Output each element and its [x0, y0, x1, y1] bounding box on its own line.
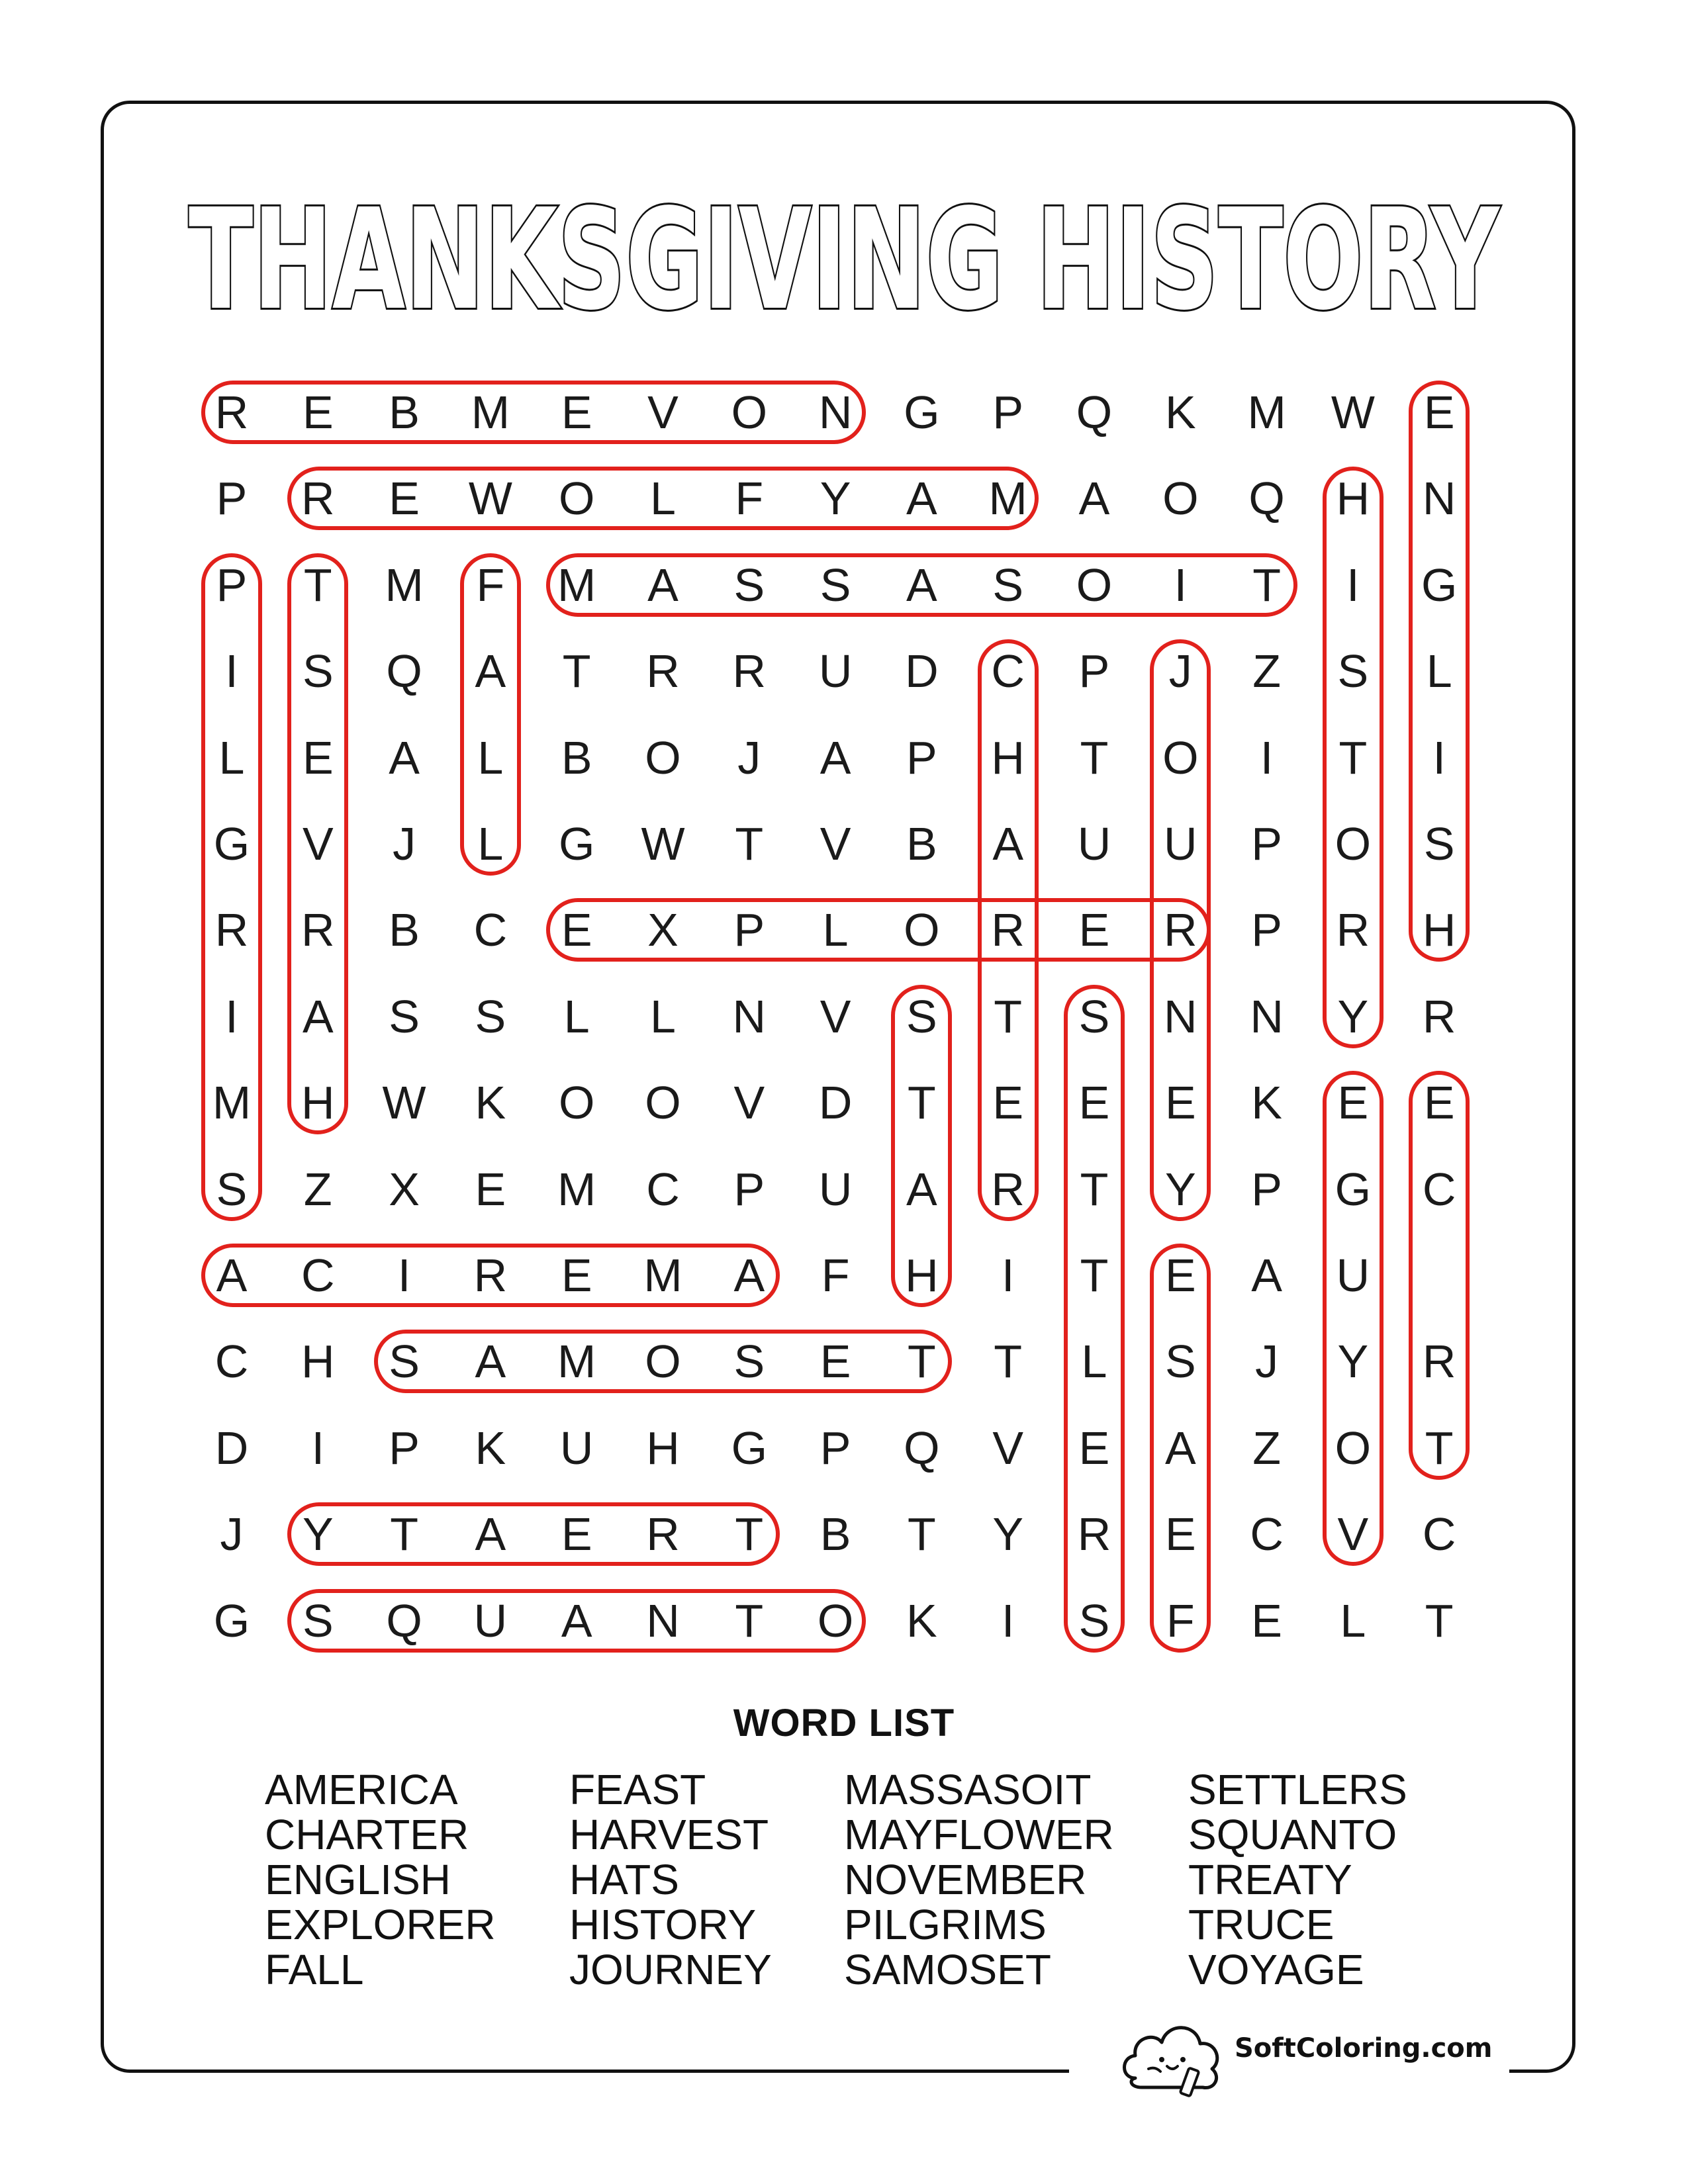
- grid-letter[interactable]: E: [302, 731, 334, 784]
- grid-letter[interactable]: T: [735, 1594, 764, 1647]
- grid-letter[interactable]: A: [475, 1336, 506, 1388]
- grid-letter[interactable]: X: [647, 904, 679, 956]
- grid-letter[interactable]: T: [1080, 1250, 1109, 1301]
- grid-letter[interactable]: I: [1432, 731, 1446, 784]
- grid-letter[interactable]: B: [389, 904, 420, 956]
- grid-letter[interactable]: Z: [1252, 1422, 1281, 1474]
- grid-letter[interactable]: F: [735, 473, 764, 525]
- grid-letter[interactable]: O: [1335, 818, 1372, 870]
- grid-letter[interactable]: W: [382, 1077, 426, 1129]
- grid-letter[interactable]: A: [302, 990, 334, 1042]
- word-list-item: ENGLISH: [265, 1856, 451, 1903]
- grid-letter[interactable]: U: [1077, 818, 1111, 870]
- grid-letter[interactable]: S: [302, 1594, 334, 1647]
- site-logo[interactable]: [1115, 2005, 1493, 2105]
- grid-letter[interactable]: I: [397, 1250, 411, 1301]
- grid-letter[interactable]: V: [733, 1077, 765, 1129]
- grid-letter[interactable]: A: [906, 473, 937, 525]
- grid-letter[interactable]: R: [214, 387, 249, 438]
- grid-letter[interactable]: P: [733, 1163, 765, 1215]
- grid-letter[interactable]: O: [904, 904, 940, 956]
- grid-letter[interactable]: R: [1422, 1336, 1456, 1388]
- grid-letter[interactable]: A: [389, 731, 420, 784]
- grid-letter[interactable]: F: [1166, 1594, 1195, 1647]
- grid-letter[interactable]: N: [1250, 990, 1284, 1042]
- grid-letter[interactable]: J: [737, 731, 761, 784]
- grid-letter[interactable]: L: [1340, 1594, 1366, 1647]
- grid-letter[interactable]: Y: [1164, 1163, 1196, 1215]
- grid-letter[interactable]: A: [906, 1163, 937, 1215]
- grid-letter[interactable]: Y: [820, 473, 851, 525]
- grid-letter[interactable]: E: [1078, 1077, 1110, 1129]
- grid-letter[interactable]: A: [733, 1250, 765, 1301]
- grid-letter[interactable]: G: [731, 1422, 768, 1474]
- grid-letter[interactable]: E: [1164, 1508, 1196, 1561]
- grid-letter[interactable]: H: [1336, 473, 1370, 525]
- grid-letter[interactable]: K: [1251, 1077, 1282, 1129]
- grid-letter[interactable]: R: [646, 1508, 680, 1561]
- grid-letter[interactable]: J: [1168, 645, 1192, 698]
- grid-letter[interactable]: M: [988, 473, 1027, 525]
- grid-letter[interactable]: P: [992, 387, 1024, 438]
- grid-letter[interactable]: T: [1338, 731, 1368, 784]
- grid-letter[interactable]: O: [817, 1594, 854, 1647]
- grid-letter[interactable]: C: [214, 1336, 249, 1388]
- grid-letter[interactable]: E: [561, 904, 592, 956]
- grid-letter[interactable]: P: [216, 559, 248, 611]
- grid-letter[interactable]: Y: [1337, 1336, 1369, 1388]
- grid-letter[interactable]: U: [559, 1422, 594, 1474]
- grid-letter[interactable]: X: [389, 1163, 420, 1215]
- grid-letter[interactable]: O: [1076, 559, 1113, 611]
- grid-letter[interactable]: E: [1078, 904, 1110, 956]
- grid-letter[interactable]: G: [213, 818, 250, 870]
- grid-letter[interactable]: V: [1337, 1508, 1369, 1561]
- grid-letter[interactable]: A: [647, 559, 679, 611]
- grid-letter[interactable]: V: [992, 1422, 1024, 1474]
- grid-letter[interactable]: C: [473, 904, 508, 956]
- grid-letter[interactable]: L: [477, 731, 504, 784]
- grid-letter[interactable]: N: [732, 990, 767, 1042]
- grid-letter[interactable]: L: [477, 818, 504, 870]
- grid-letter[interactable]: T: [1425, 1594, 1454, 1647]
- grid-letter[interactable]: E: [302, 387, 334, 438]
- grid-letter[interactable]: H: [301, 1336, 335, 1388]
- word-list-item: JOURNEY: [569, 1946, 772, 1993]
- grid-letter[interactable]: R: [301, 473, 335, 525]
- grid-letter[interactable]: S: [302, 645, 334, 698]
- grid-letter[interactable]: O: [558, 1077, 595, 1129]
- grid-letter[interactable]: R: [732, 645, 767, 698]
- grid-letter[interactable]: G: [1335, 1163, 1372, 1215]
- word-list-item: HARVEST: [569, 1811, 769, 1858]
- grid-letter[interactable]: S: [475, 990, 506, 1042]
- grid-letter[interactable]: E: [475, 1163, 506, 1215]
- word-list-item: NOVEMBER: [844, 1856, 1087, 1903]
- grid-letter[interactable]: U: [818, 1163, 853, 1215]
- grid-letter[interactable]: K: [475, 1077, 506, 1129]
- grid-letter[interactable]: T: [562, 645, 591, 698]
- grid-letter[interactable]: R: [991, 904, 1025, 956]
- grid-letter[interactable]: E: [1251, 1594, 1282, 1647]
- grid-letter[interactable]: V: [647, 387, 679, 438]
- grid-letter[interactable]: W: [1331, 387, 1375, 438]
- word-list-item: HATS: [569, 1856, 679, 1903]
- grid-letter[interactable]: S: [733, 1336, 765, 1388]
- grid-letter[interactable]: A: [820, 731, 851, 784]
- grid-letter[interactable]: O: [645, 1077, 681, 1129]
- word-list-item: CHARTER: [265, 1811, 469, 1858]
- grid-letter[interactable]: E: [1337, 1077, 1369, 1129]
- grid-letter[interactable]: L: [822, 904, 849, 956]
- grid-letter[interactable]: D: [214, 1422, 249, 1474]
- grid-letter[interactable]: Y: [1337, 990, 1369, 1042]
- word-list-item: FEAST: [569, 1766, 706, 1813]
- grid-letter[interactable]: O: [1335, 1422, 1372, 1474]
- grid-letter[interactable]: S: [906, 990, 937, 1042]
- grid-letter[interactable]: T: [908, 1508, 936, 1561]
- word-list-item: SQUANTO: [1188, 1811, 1397, 1858]
- puzzle-title-text: THANKSGIVING HISTORY: [189, 179, 1501, 341]
- grid-letter[interactable]: K: [475, 1422, 506, 1474]
- grid-letter[interactable]: A: [992, 818, 1024, 870]
- grid-letter[interactable]: S: [389, 1336, 420, 1388]
- grid-letter[interactable]: R: [214, 904, 249, 956]
- grid-letter[interactable]: T: [303, 559, 332, 611]
- grid-letter[interactable]: Q: [1076, 387, 1113, 438]
- grid-letter[interactable]: V: [820, 818, 851, 870]
- grid-letter[interactable]: E: [1078, 1422, 1110, 1474]
- grid-letter[interactable]: I: [1260, 731, 1274, 784]
- grid-letter[interactable]: C: [646, 1163, 680, 1215]
- grid-letter[interactable]: G: [558, 818, 595, 870]
- grid-letter[interactable]: T: [908, 1077, 936, 1129]
- word-list-column-4: [1188, 1767, 1407, 1992]
- puzzle-title: [165, 149, 1523, 347]
- grid-letter[interactable]: J: [220, 1508, 244, 1561]
- grid-letter[interactable]: V: [302, 818, 334, 870]
- word-list-item: VOYAGE: [1188, 1946, 1364, 1993]
- grid-letter[interactable]: M: [557, 1336, 596, 1388]
- grid-letter[interactable]: M: [212, 1077, 252, 1129]
- grid-letter[interactable]: J: [1255, 1336, 1279, 1388]
- grid-letter[interactable]: A: [1164, 1422, 1196, 1474]
- word-list-item: HISTORY: [569, 1901, 757, 1948]
- word-list-item: TRUCE: [1188, 1901, 1335, 1948]
- grid-letter[interactable]: Q: [1248, 473, 1285, 525]
- grid-letter[interactable]: W: [641, 818, 685, 870]
- grid-letter[interactable]: M: [385, 559, 424, 611]
- grid-letter[interactable]: I: [1346, 559, 1360, 611]
- grid-letter[interactable]: L: [1081, 1336, 1107, 1388]
- word-list-item: SETTLERS: [1188, 1766, 1407, 1813]
- grid-letter[interactable]: U: [1164, 818, 1197, 870]
- grid-letter[interactable]: L: [650, 990, 676, 1042]
- grid-letter[interactable]: F: [476, 559, 505, 611]
- word-list-item: EXPLORER: [265, 1901, 496, 1948]
- grid-letter[interactable]: S: [1337, 645, 1369, 698]
- grid-letter[interactable]: U: [1336, 1250, 1370, 1301]
- grid-letter[interactable]: Q: [386, 645, 422, 698]
- grid-letter[interactable]: H: [1422, 904, 1456, 956]
- grid-letter[interactable]: O: [1162, 473, 1199, 525]
- cloud-pencil-icon: [1115, 2005, 1231, 2105]
- grid-letter[interactable]: P: [389, 1422, 420, 1474]
- grid-letter[interactable]: I: [1001, 1250, 1015, 1301]
- word-list-item: MAYFLOWER: [844, 1811, 1114, 1858]
- word-list-item: AMERICA: [265, 1766, 458, 1813]
- grid-letter[interactable]: Z: [1252, 645, 1281, 698]
- grid-letter[interactable]: S: [1423, 818, 1455, 870]
- grid-letter[interactable]: E: [1164, 1250, 1196, 1301]
- grid-letter[interactable]: C: [301, 1250, 335, 1301]
- word-list-column-3: [844, 1767, 1114, 1992]
- grid-letter[interactable]: B: [820, 1508, 851, 1561]
- grid-letter[interactable]: G: [1421, 559, 1458, 611]
- grid-letter[interactable]: T: [1080, 1163, 1109, 1215]
- grid-letter[interactable]: E: [389, 473, 420, 525]
- grid-letter[interactable]: T: [735, 818, 764, 870]
- grid-letter[interactable]: E: [1164, 1077, 1196, 1129]
- grid-letter[interactable]: P: [1251, 818, 1282, 870]
- grid-letter[interactable]: A: [475, 1508, 506, 1561]
- grid-letter[interactable]: E: [561, 1508, 592, 1561]
- grid-letter[interactable]: S: [389, 990, 420, 1042]
- grid-letter[interactable]: I: [1174, 559, 1188, 611]
- grid-letter[interactable]: M: [471, 387, 510, 438]
- grid-letter[interactable]: R: [1164, 904, 1197, 956]
- grid-letter[interactable]: P: [216, 473, 248, 525]
- grid-letter[interactable]: R: [473, 1250, 508, 1301]
- word-list-item: PILGRIMS: [844, 1901, 1047, 1948]
- grid-letter[interactable]: E: [561, 1250, 592, 1301]
- grid-letter[interactable]: P: [1078, 645, 1110, 698]
- grid-letter[interactable]: L: [1426, 645, 1452, 698]
- grid-letter[interactable]: L: [650, 473, 676, 525]
- grid-letter[interactable]: S: [992, 559, 1024, 611]
- grid-letter[interactable]: M: [643, 1250, 682, 1301]
- grid-letter[interactable]: L: [563, 990, 590, 1042]
- grid-letter[interactable]: R: [1077, 1508, 1111, 1561]
- grid-letter[interactable]: N: [1164, 990, 1197, 1042]
- grid-letter[interactable]: I: [225, 645, 238, 698]
- word-list-column-1: [265, 1767, 496, 1992]
- grid-letter[interactable]: Y: [302, 1508, 334, 1561]
- grid-letter[interactable]: C: [1422, 1163, 1456, 1215]
- grid-letter[interactable]: R: [1422, 990, 1456, 1042]
- site-logo-text: SoftColoring.com: [1235, 2033, 1493, 2064]
- word-list-item: TREATY: [1188, 1856, 1352, 1903]
- grid-letter[interactable]: N: [646, 1594, 680, 1647]
- grid-letter[interactable]: R: [1336, 904, 1370, 956]
- grid-letter[interactable]: U: [473, 1594, 508, 1647]
- grid-letter[interactable]: S: [1078, 1594, 1110, 1647]
- grid-letter[interactable]: D: [818, 1077, 853, 1129]
- grid-letter[interactable]: E: [561, 387, 592, 438]
- grid-letter[interactable]: P: [906, 731, 937, 784]
- grid-letter[interactable]: A: [1078, 473, 1110, 525]
- grid-letter[interactable]: O: [731, 387, 768, 438]
- grid-letter[interactable]: T: [390, 1508, 418, 1561]
- grid-letter[interactable]: R: [991, 1163, 1025, 1215]
- grid-letter[interactable]: E: [992, 1077, 1024, 1129]
- grid-letter[interactable]: O: [645, 1336, 681, 1388]
- grid-letter[interactable]: N: [818, 387, 853, 438]
- grid-letter[interactable]: I: [225, 990, 238, 1042]
- grid-letter[interactable]: K: [1164, 387, 1196, 438]
- grid-letter[interactable]: H: [905, 1250, 939, 1301]
- grid-letter[interactable]: J: [393, 818, 416, 870]
- grid-letter[interactable]: M: [1247, 387, 1286, 438]
- grid-letter[interactable]: L: [218, 731, 245, 784]
- grid-letter[interactable]: G: [904, 387, 940, 438]
- grid-letter[interactable]: Q: [386, 1594, 422, 1647]
- grid-letter[interactable]: S: [820, 559, 851, 611]
- grid-letter[interactable]: C: [1250, 1508, 1284, 1561]
- grid-letter[interactable]: B: [906, 818, 937, 870]
- grid-letter[interactable]: P: [1251, 1163, 1282, 1215]
- grid-letter[interactable]: B: [389, 387, 420, 438]
- grid-letter[interactable]: F: [821, 1250, 850, 1301]
- grid-letter[interactable]: C: [991, 645, 1025, 698]
- grid-letter[interactable]: S: [216, 1163, 248, 1215]
- grid-letter[interactable]: N: [1422, 473, 1456, 525]
- grid-letter[interactable]: U: [818, 645, 853, 698]
- grid-letter[interactable]: R: [301, 904, 335, 956]
- grid-letter[interactable]: A: [475, 645, 506, 698]
- grid-letter[interactable]: Q: [904, 1422, 940, 1474]
- grid-letter[interactable]: E: [1423, 1077, 1455, 1129]
- grid-letter[interactable]: O: [558, 473, 595, 525]
- word-list-column-2: [569, 1767, 772, 1992]
- grid-letter[interactable]: T: [1080, 731, 1109, 784]
- grid-letter[interactable]: M: [557, 1163, 596, 1215]
- grid-letter[interactable]: I: [311, 1422, 325, 1474]
- grid-letter[interactable]: G: [213, 1594, 250, 1647]
- grid-letter[interactable]: P: [733, 904, 765, 956]
- grid-letter[interactable]: C: [1422, 1508, 1456, 1561]
- grid-letter[interactable]: E: [820, 1336, 851, 1388]
- word-list-item: MASSASOIT: [844, 1766, 1092, 1813]
- word-list-item: SAMOSET: [844, 1946, 1051, 1993]
- grid-letter[interactable]: T: [1252, 559, 1281, 611]
- grid-letter[interactable]: Y: [992, 1508, 1024, 1561]
- grid-letter[interactable]: T: [735, 1508, 764, 1561]
- grid-letter[interactable]: S: [1078, 990, 1110, 1042]
- grid-letter[interactable]: K: [906, 1594, 937, 1647]
- grid-letter[interactable]: E: [1423, 387, 1455, 438]
- grid-letter[interactable]: P: [820, 1422, 851, 1474]
- grid-letter[interactable]: O: [1162, 731, 1199, 784]
- grid-letter[interactable]: B: [561, 731, 592, 784]
- grid-letter[interactable]: A: [906, 559, 937, 611]
- grid-letter[interactable]: Z: [303, 1163, 332, 1215]
- grid-letter[interactable]: A: [561, 1594, 592, 1647]
- grid-letter[interactable]: T: [994, 1336, 1023, 1388]
- grid-letter[interactable]: I: [1001, 1594, 1015, 1647]
- grid-letter[interactable]: H: [301, 1077, 335, 1129]
- grid-letter[interactable]: A: [216, 1250, 248, 1301]
- grid-letter[interactable]: P: [1251, 904, 1282, 956]
- grid-letter[interactable]: M: [557, 559, 596, 611]
- grid-letter[interactable]: S: [733, 559, 765, 611]
- grid-letter[interactable]: R: [646, 645, 680, 698]
- word-list-item: FALL: [265, 1946, 364, 1993]
- grid-letter[interactable]: S: [1164, 1336, 1196, 1388]
- word-list-title: WORD LIST: [733, 1702, 955, 1745]
- grid-letter[interactable]: O: [645, 731, 681, 784]
- grid-letter[interactable]: A: [1251, 1250, 1282, 1301]
- grid-letter[interactable]: T: [994, 990, 1023, 1042]
- grid-letter[interactable]: W: [468, 473, 512, 525]
- grid-letter[interactable]: D: [905, 645, 939, 698]
- grid-letter[interactable]: V: [820, 990, 851, 1042]
- grid-letter[interactable]: T: [908, 1336, 936, 1388]
- grid-letter[interactable]: H: [646, 1422, 680, 1474]
- grid-letter[interactable]: T: [1425, 1422, 1454, 1474]
- grid-letter[interactable]: H: [991, 731, 1025, 784]
